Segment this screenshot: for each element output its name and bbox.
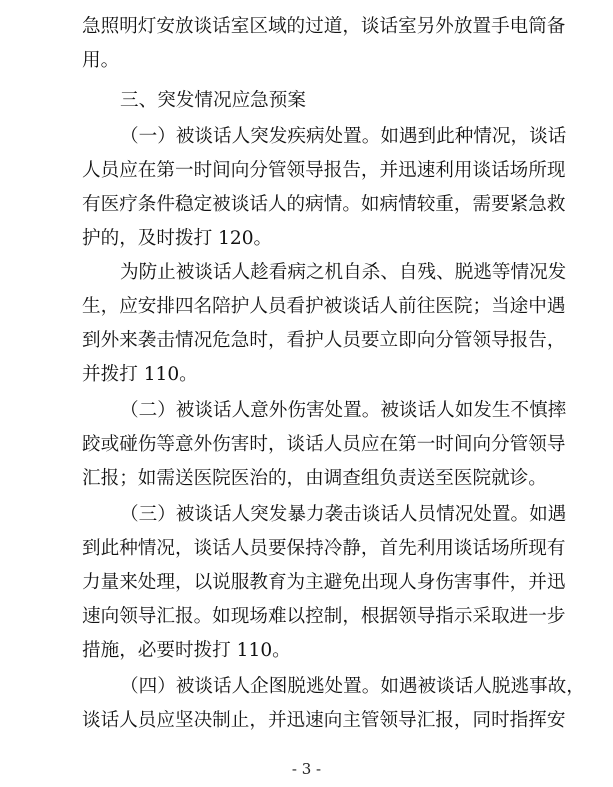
text-line-15: （三）被谈话人突发暴力袭击谈话人员情况处置。如遇 [120,504,567,525]
section-heading: 三、突发情况应急预案 [120,90,306,111]
text-line-5: 人员应在第一时间向分管领导报告，并迅速利用谈话场所现 [82,160,566,181]
text-line-9: 生，应安排四名陪护人员看护被谈话人前往医院；当途中遇 [82,296,566,317]
text-line-14: 汇报；如需送医院医治的，由调查组负责送至医院就诊。 [82,468,547,489]
text-line-18: 速向领导汇报。如现场难以控制，根据领导指示采取进一步 [82,606,566,627]
page-number: - 3 - [291,760,322,778]
text-line-13: 跤或碰伤等意外伤害时，谈话人员应在第一时间向分管领导 [82,434,566,455]
text-line-8: 为防止被谈话人趁看病之机自杀、自残、脱逃等情况发 [120,262,567,283]
text-line-2: 用。 [82,50,120,71]
text-line-10: 到外来袭击情况危急时，看护人员要立即向分管领导报告， [82,330,566,351]
text-line-12: （二）被谈话人意外伤害处置。被谈话人如发生不慎摔 [120,400,567,421]
text-line-19: 措施，必要时拨打 110。 [82,640,291,661]
text-line-1: 急照明灯安放谈话室区域的过道，谈话室另外放置手电筒备 [82,16,566,37]
text-line-21: 谈话人员应坚决制止，并迅速向主管领导汇报，同时指挥安 [82,710,566,731]
text-line-11: 并拨打 110。 [82,364,198,385]
text-line-6: 有医疗条件稳定被谈话人的病情。如病情较重，需要紧急救 [82,194,566,215]
text-line-7: 护的，及时拨打 120。 [82,228,273,249]
text-line-16: 到此种情况，谈话人员要保持冷静，首先利用谈话场所现有 [82,538,566,559]
text-line-4: （一）被谈话人突发疾病处置。如遇到此种情况，谈话 [120,126,567,147]
text-line-20: （四）被谈话人企图脱逃处置。如遇被谈话人脱逃事故， [120,676,585,697]
text-line-17: 力量来处理，以说服教育为主避免出现人身伤害事件，并迅 [82,572,566,593]
